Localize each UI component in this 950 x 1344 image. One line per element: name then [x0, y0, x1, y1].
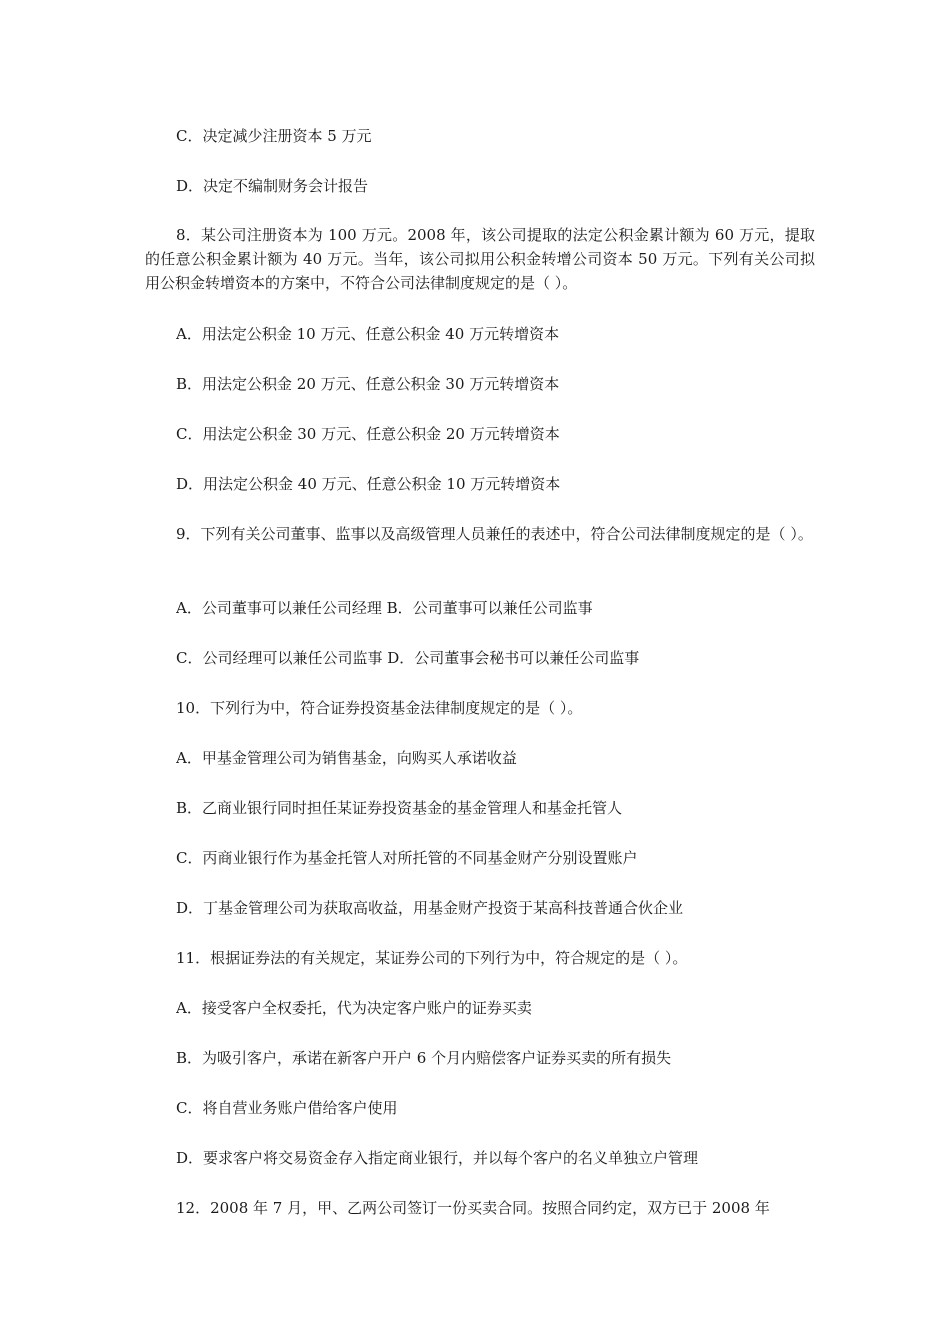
q8-option-b: B．用法定公积金 20 万元、任意公积金 30 万元转增资本: [176, 375, 560, 393]
q10-option-d: D．丁基金管理公司为获取高收益，用基金财产投资于某高科技普通合伙企业: [176, 899, 684, 917]
q10-option-b: B．乙商业银行同时担任某证券投资基金的基金管理人和基金托管人: [176, 799, 623, 817]
q7-option-d: D．决定不编制财务会计报告: [176, 177, 369, 195]
q9-options-cd: C．公司经理可以兼任公司监事 D．公司董事会秘书可以兼任公司监事: [176, 649, 640, 667]
q11-option-c: C．将自营业务账户借给客户使用: [176, 1099, 398, 1117]
q8-stem: 8．某公司注册资本为 100 万元。2008 年，该公司提取的法定公积金累计额为 60 万元，提取的任意公积金累计额为 40 万元。当年，该公司拟用公积金转增公司资本 50 万元。下列有关公司拟用公积金转增资本的方案中，不符合公司法律制度规定的是（ ）。: [145, 226, 815, 292]
q9-options-ab: A．公司董事可以兼任公司经理 B．公司董事可以兼任公司监事: [176, 599, 593, 617]
q10-option-a: A．甲基金管理公司为销售基金，向购买人承诺收益: [176, 749, 517, 767]
q11-option-d: D．要求客户将交易资金存入指定商业银行，并以每个客户的名义单独立户管理: [176, 1149, 699, 1167]
q12-stem: 12．2008 年 7 月，甲、乙两公司签订一份买卖合同。按照合同约定，双方已于 2008 年: [176, 1199, 770, 1217]
q11-option-a: A．接受客户全权委托，代为决定客户账户的证券买卖: [176, 999, 532, 1017]
q11-option-b: B．为吸引客户，承诺在新客户开户 6 个月内赔偿客户证券买卖的所有损失: [176, 1049, 672, 1067]
q9-stem: 9．下列有关公司董事、监事以及高级管理人员兼任的表述中，符合公司法律制度规定的是（ ）。: [176, 525, 813, 543]
q11-stem: 11．根据证券法的有关规定，某证券公司的下列行为中，符合规定的是（ ）。: [176, 949, 688, 967]
q7-option-c: C．决定减少注册资本 5 万元: [176, 127, 372, 145]
q8-option-a: A．用法定公积金 10 万元、任意公积金 40 万元转增资本: [176, 325, 560, 343]
q10-stem: 10．下列行为中，符合证券投资基金法律制度规定的是（ ）。: [176, 699, 583, 717]
q8-option-c: C．用法定公积金 30 万元、任意公积金 20 万元转增资本: [176, 425, 560, 443]
q10-option-c: C．丙商业银行作为基金托管人对所托管的不同基金财产分别设置账户: [176, 849, 638, 867]
q8-option-d: D．用法定公积金 40 万元、任意公积金 10 万元转增资本: [176, 475, 561, 493]
